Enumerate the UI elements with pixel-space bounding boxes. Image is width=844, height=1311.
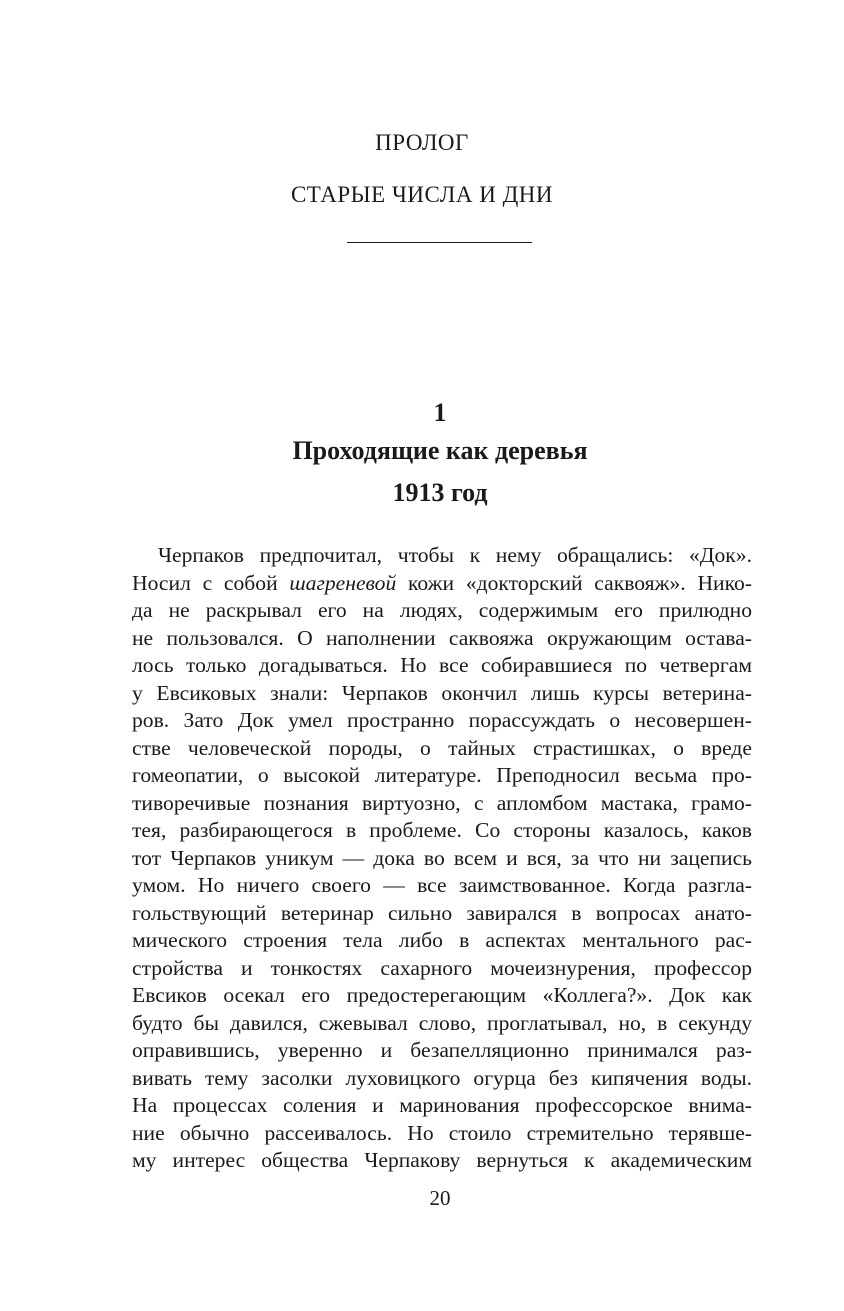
body-line: стройства и тонкостях сахарного мочеизнурения, профессор: [132, 955, 752, 980]
body-line: да не раскрывал его на людях, содержимым его прилюдно: [132, 598, 752, 622]
body-line: му интерес общества Черпакову вернуться к академическим: [132, 1148, 752, 1172]
body-line: мического строения тела либо в аспектах ментального рас-: [132, 928, 752, 952]
body-line: вивать тему засолки луховицкого огурца без кипячения воды.: [132, 1065, 752, 1090]
page-number: 20: [429, 1186, 451, 1210]
body-line: у Евсиковых знали: Черпаков окончил лишь курсы ветерина-: [132, 680, 752, 705]
body-line: гомеопатии, о высокой литературе. Преподносил весьма про-: [132, 763, 752, 787]
body-line: гольствующий ветеринар сильно завирался в вопросах анато-: [132, 900, 752, 925]
chapter-title: Проходящие как деревья: [292, 436, 588, 465]
body-line-start: Носил с собой: [132, 570, 290, 595]
body-line: ние обычно рассеивалось. Но стоило стремительно терявше-: [132, 1120, 752, 1145]
body-line: Черпаков предпочитал, чтобы к нему обращались: «Док».: [158, 543, 752, 567]
chapter-year: 1913 год: [392, 478, 488, 507]
body-line: оправившись, уверенно и безапелляционно принимался раз-: [132, 1038, 752, 1062]
body-line: Евсиков осекал его предостерегающим «Коллега?». Док как: [132, 983, 752, 1007]
body-paragraph: [132, 542, 752, 1175]
body-line: [132, 570, 752, 598]
title-divider: [347, 242, 532, 243]
part-label: ПРОЛОГ: [375, 130, 469, 155]
body-line: На процессах соления и маринования профессорское внима-: [132, 1093, 752, 1117]
body-line-end: кожи «докторский саквояж». Нико-: [396, 570, 752, 595]
chapter-number: 1: [433, 398, 447, 427]
body-line: будто бы давился, сжевывал слово, проглатывал, но, в секунду: [132, 1010, 752, 1035]
body-line: стве человеческой породы, о тайных страстишках, о вреде: [132, 735, 752, 760]
body-line: ров. Зато Док умел пространно порассуждать о несовершен-: [132, 708, 752, 732]
italic-word: шагреневой: [289, 570, 397, 595]
body-line: лось только догадываться. Но все собиравшиеся по четвергам: [132, 653, 752, 677]
body-line: тот Черпаков уникум — дока во всем и вся, за что ни зацепись: [132, 845, 752, 870]
body-line: тиворечивые познания виртуозно, с апломбом мастака, грамо-: [132, 790, 752, 815]
part-title: СТАРЫЕ ЧИСЛА И ДНИ: [290, 182, 554, 207]
body-line: не пользовался. О наполнении саквояжа окружающим остава-: [132, 625, 752, 650]
body-line: тея, разбирающегося в проблеме. Со стороны казалось, каков: [132, 818, 752, 842]
body-line: умом. Но ничего своего — все заимствованное. Когда разгла-: [132, 873, 752, 897]
